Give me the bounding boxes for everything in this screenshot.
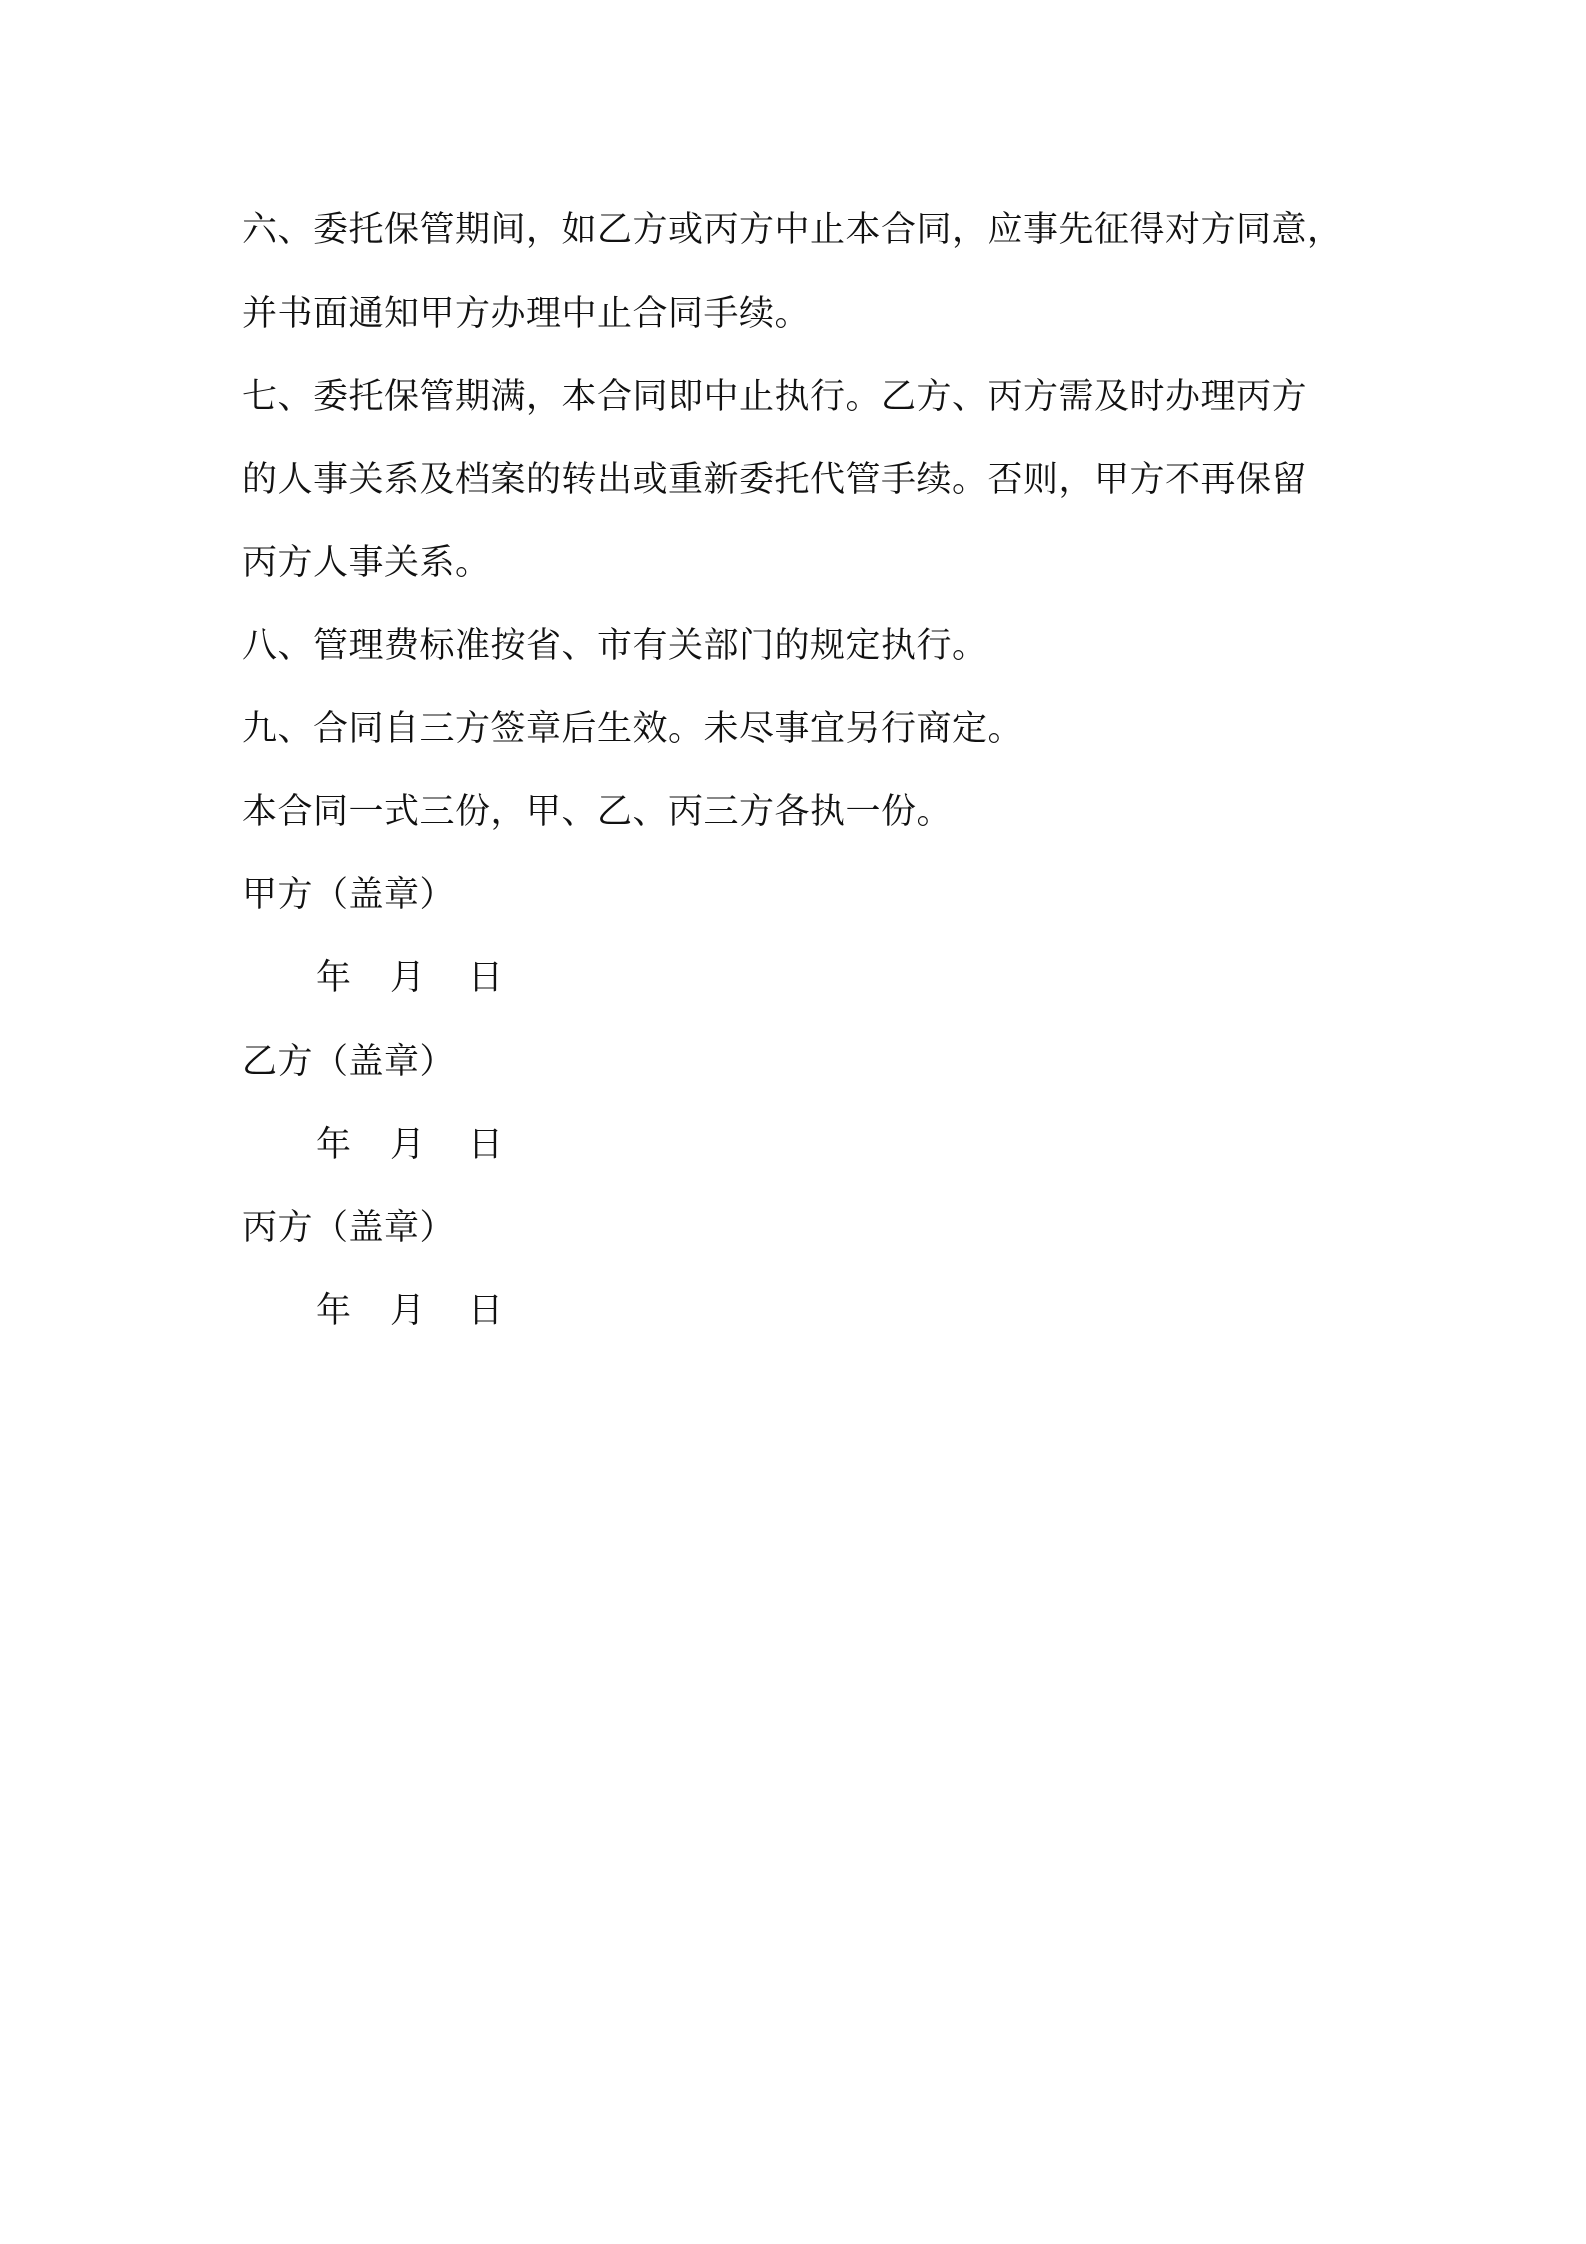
clause-7-line-1: 七、委托保管期满，本合同即中止执行。乙方、丙方需及时办理丙方 [242, 377, 1308, 417]
clause-9: 九、合同自三方签章后生效。未尽事宜另行商定。 [242, 709, 1024, 749]
party-b-seal-label: 乙方（盖章） [242, 1042, 456, 1082]
party-a-seal-label: 甲方（盖章） [242, 875, 456, 915]
date-day-label: 日 [468, 1291, 504, 1331]
date-day-label: 日 [468, 1125, 504, 1165]
party-c-seal-label: 丙方（盖章） [242, 1208, 456, 1248]
party-b-date-row [316, 1123, 508, 1167]
date-year-label: 年 [316, 1125, 352, 1165]
clause-6-line-1: 六、委托保管期间，如乙方或丙方中止本合同，应事先征得对方同意， [242, 210, 1343, 250]
copies-statement: 本合同一式三份，甲、乙、丙三方各执一份。 [242, 792, 953, 832]
date-day-label: 日 [468, 958, 504, 998]
party-c-date-row [316, 1289, 508, 1333]
clause-8: 八、管理费标准按省、市有关部门的规定执行。 [242, 626, 988, 666]
clause-7-line-3: 丙方人事关系。 [242, 543, 491, 583]
clause-6-line-2: 并书面通知甲方办理中止合同手续。 [242, 294, 811, 334]
date-month-label: 月 [390, 958, 426, 998]
party-a-date-row [316, 956, 508, 1000]
date-year-label: 年 [316, 1291, 352, 1331]
date-month-label: 月 [390, 1125, 426, 1165]
clause-7-line-2: 的人事关系及档案的转出或重新委托代管手续。否则，甲方不再保留 [242, 460, 1308, 500]
date-year-label: 年 [316, 958, 352, 998]
date-month-label: 月 [390, 1291, 426, 1331]
